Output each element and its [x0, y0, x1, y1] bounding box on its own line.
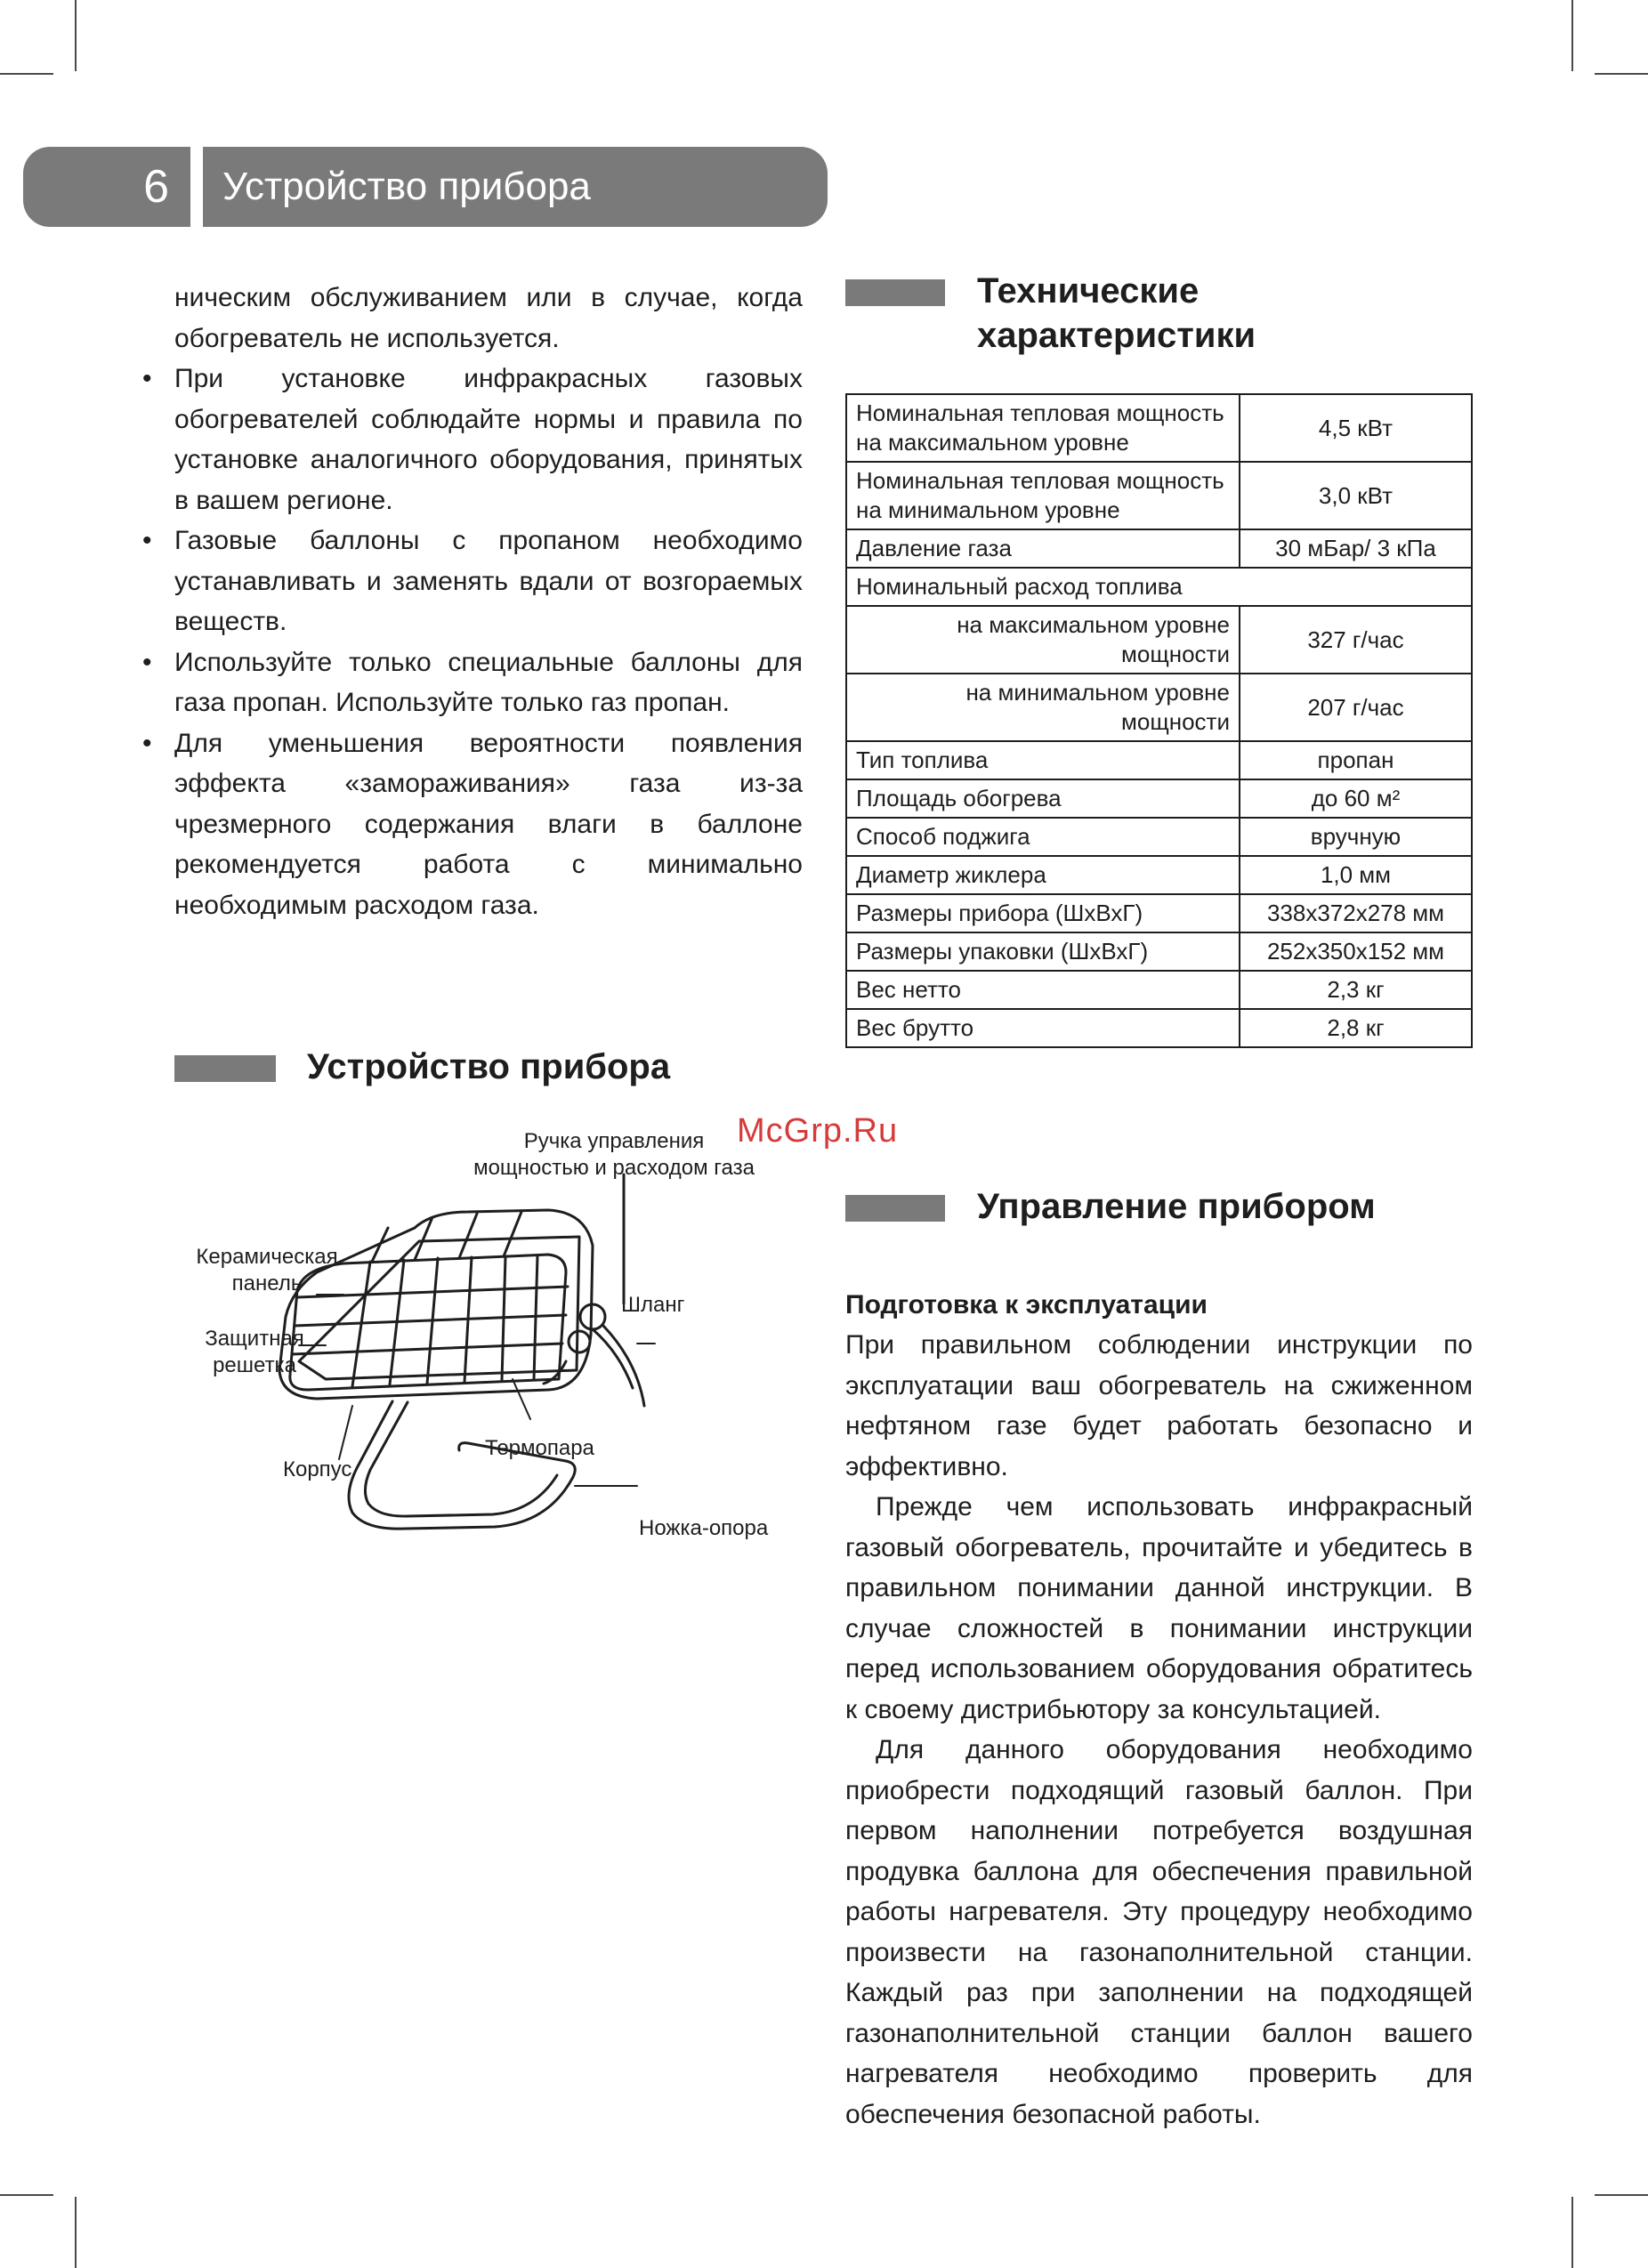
spec-value: 327 г/час — [1240, 606, 1472, 674]
table-row — [846, 856, 1472, 894]
spec-label: Размеры упаковки (ШхВхГ) — [846, 932, 1240, 971]
spec-label: Номинальная тепловая мощность на максимальном уровне — [846, 394, 1240, 462]
spec-label: Тип топлива — [846, 741, 1240, 779]
table-row — [846, 606, 1472, 674]
spec-value: 2,3 кг — [1240, 971, 1472, 1009]
table-row — [846, 674, 1472, 741]
diagram-label-ceramic-panel: Керамическая панель — [196, 1245, 338, 1295]
diagram-label-thermocouple: Термопара — [485, 1436, 594, 1460]
crop-mark — [1595, 73, 1648, 75]
crop-mark — [0, 2194, 53, 2196]
crop-mark — [1571, 0, 1573, 71]
intro-paragraph: ническим обслуживанием или в случае, когда обогреватель не используется. — [174, 283, 803, 353]
spec-label: Вес нетто — [846, 971, 1240, 1009]
table-row — [846, 462, 1472, 529]
specs-section-title — [977, 269, 1256, 358]
table-row — [846, 394, 1472, 462]
control-text-column — [845, 1285, 1473, 2135]
spec-label: Номинальная тепловая мощность на минимальном уровне — [846, 462, 1240, 529]
bullet-item: • Используйте только специальные баллоны для газа пропан. Используйте только газ пропан. — [174, 642, 803, 723]
table-row — [846, 818, 1472, 856]
spec-label: Способ поджига — [846, 818, 1240, 856]
safety-bullet-list — [174, 359, 803, 925]
bullet-item: • Газовые баллоны с пропаном необходимо устанавливать и заменять вдали от возгораемых веществ. — [174, 521, 803, 642]
spec-value: вручную — [1240, 818, 1472, 856]
table-row — [846, 741, 1472, 779]
diagram-label-handle: Ручка управления мощностью и расходом газа — [473, 1129, 755, 1180]
preparation-subheading: Подготовка к эксплуатации — [845, 1290, 1208, 1320]
spec-label: Диаметр жиклера — [846, 856, 1240, 894]
specs-title-line: Технические — [977, 271, 1200, 311]
table-row — [846, 529, 1472, 568]
specs-table — [845, 393, 1473, 1048]
table-row — [846, 568, 1472, 606]
left-column — [174, 278, 803, 925]
watermark-text: McGrp.Ru — [737, 1112, 899, 1150]
control-section-title: Управление прибором — [977, 1187, 1376, 1226]
table-row — [846, 779, 1472, 818]
page-header-title: Устройство прибора — [203, 147, 828, 227]
crop-mark — [0, 73, 53, 75]
crop-mark — [1571, 2197, 1573, 2268]
diagram-label-leg: Ножка-опора — [639, 1516, 769, 1540]
table-row — [846, 971, 1472, 1009]
crop-mark — [75, 0, 77, 71]
section-marker-bar — [845, 279, 945, 306]
spec-label: Площадь обогрева — [846, 779, 1240, 818]
spec-value: 2,8 кг — [1240, 1009, 1472, 1047]
specs-title-line: характеристики — [977, 316, 1256, 355]
diagram-label-body: Корпус — [283, 1457, 352, 1481]
bullet-item: • При установке инфракрасных газовых обогревателей соблюдайте нормы и правила по установке аналогичного оборудования, принятых в вашем регионе. — [174, 359, 803, 521]
spec-value: 30 мБар/ 3 кПа — [1240, 529, 1472, 568]
control-paragraph: Для данного оборудования необходимо приобрести подходящий газовый баллон. При первом наполнении потребуется воздушная продувка баллона для обеспечения правильной работы нагревателя. Эту процедуру необходимо произвести на газонаполнительной станции. Каждый раз при заполнении на подходящей газонаполнительной станции баллон вашего нагревателя необходимо проверить для обеспечения безопасной работы. — [845, 1735, 1473, 2129]
spec-value: пропан — [1240, 741, 1472, 779]
spec-label: Вес брутто — [846, 1009, 1240, 1047]
spec-value: 3,0 кВт — [1240, 462, 1472, 529]
table-row — [846, 1009, 1472, 1047]
diagram-label-protective-grid: Защитная решетка — [205, 1327, 304, 1377]
crop-mark — [1595, 2194, 1648, 2196]
spec-label: Размеры прибора (ШхВхГ) — [846, 894, 1240, 932]
spec-label: на минимальном уровне мощности — [846, 674, 1240, 741]
page-number: 6 — [23, 147, 190, 227]
table-row — [846, 894, 1472, 932]
spec-label: Давление газа — [846, 529, 1240, 568]
section-marker-bar — [845, 1195, 945, 1222]
spec-value: 338х372х278 мм — [1240, 894, 1472, 932]
spec-value: 1,0 мм — [1240, 856, 1472, 894]
diagram-label-hose: Шланг — [621, 1293, 685, 1317]
spec-value: 4,5 кВт — [1240, 394, 1472, 462]
device-section-title: Устройство прибора — [307, 1047, 671, 1086]
table-row — [846, 932, 1472, 971]
crop-mark — [75, 2197, 77, 2268]
spec-label: Номинальный расход топлива — [846, 568, 1472, 606]
section-marker-bar — [174, 1055, 276, 1082]
bullet-item: • Для уменьшения вероятности появления эффекта «замораживания» газа из-за чрезмерного содержания влаги в баллоне рекомендуется работа с минимально необходимым расходом газа. — [174, 723, 803, 926]
spec-value: до 60 м² — [1240, 779, 1472, 818]
spec-value: 252х350х152 мм — [1240, 932, 1472, 971]
spec-label: на максимальном уровне мощности — [846, 606, 1240, 674]
control-paragraph: Прежде чем использовать инфракрасный газовый обогреватель, прочитайте и убедитесь в правильном понимании данной инструкции. В случае сложностей в понимании инструкции перед использованием оборудования обратитесь к своему дистрибьютору за консультацией. — [845, 1492, 1473, 1724]
spec-value: 207 г/час — [1240, 674, 1472, 741]
control-paragraph: При правильном соблюдении инструкции по эксплуатации ваш обогреватель на сжиженном нефтяном газе будет работать безопасно и эффективно. — [845, 1330, 1473, 1481]
